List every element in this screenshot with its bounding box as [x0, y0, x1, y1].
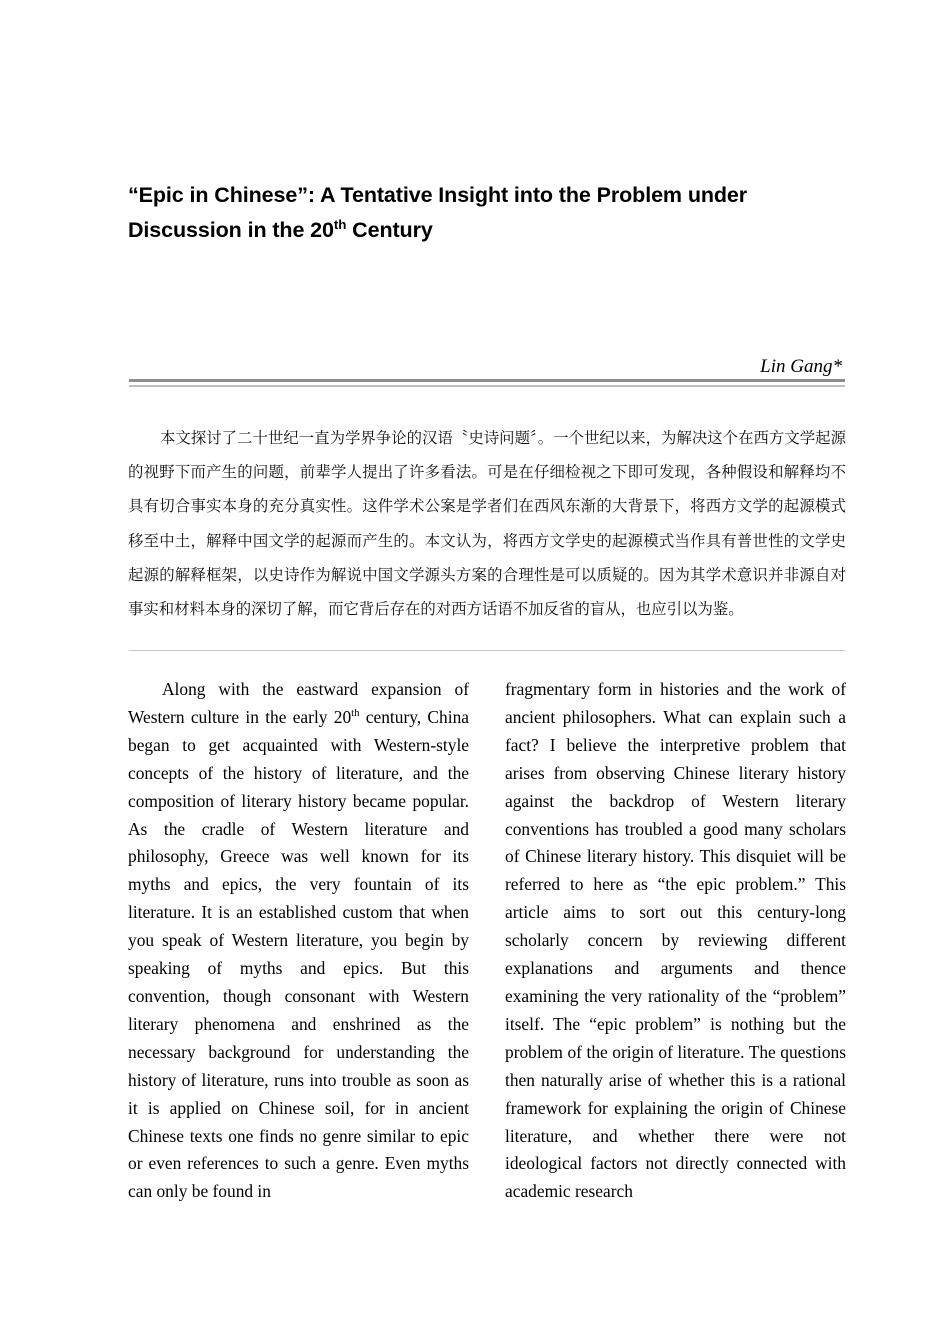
author-byline: Lin Gang* [760, 356, 842, 377]
paragraph: fragmentary form in histories and the work of ancient philosophers. What can explain such a fact? I believe the interpretive problem that arises from observing Chinese literary history against the backdrop of Western literary conventions has troubled a good many scholars of Chinese literary history. This disquiet will be referred to here as “the epic problem.” This article aims to sort out this century-long scholarly concern by reviewing different explanations and arguments and thence examining the very rationality of the “problem” itself. The “epic problem” is nothing but the problem of the origin of literature. The questions then naturally arise of whether this is a rational framework for explaining the origin of Chinese literature, and whether there were not ideological factors not directly connected with academic research [505, 679, 846, 1202]
abstract-chinese: 本文探讨了二十世纪一直为学界争论的汉语〝史诗问题〞。一个世纪以来，为解决这个在西方文学起源的视野下而产生的问题，前辈学人提出了许多看法。可是在仔细检视之下即可发现，各种假设和解释均不具有切合事实本身的充分真实性。这件学术公案是学者们在西风东渐的大背景下，将西方文学的起源模式移至中土，解释中国文学的起源而产生的。本文认为，将西方文学史的起源模式当作具有普世性的文学史起源的解释框架，以史诗作为解说中国文学源头方案的合理性是可以质疑的。因为其学术意识并非源自对事实和材料本身的深切了解，而它背后存在的对西方话语不加反省的盲从，也应引以为鉴。 [128, 429, 846, 619]
page-title-part-1: “Epic in Chinese”: A Tentative Insight into the Problem under Discussion in the 20 [128, 183, 748, 242]
paragraph [128, 676, 469, 1206]
header-rule-primary [129, 379, 845, 382]
abstract-divider-rule [129, 650, 845, 651]
body-columns [128, 676, 846, 1206]
title-block [128, 178, 818, 248]
body-column-left [128, 676, 469, 1206]
ordinal-suffix: th [351, 707, 360, 720]
paragraph-text-start: Along with the eastward expansion of Western culture in the early 20 [128, 679, 469, 727]
page-title-ordinal-suffix: th [333, 216, 347, 232]
paragraph-text-rest: century, China began to get acquainted with Western-style concepts of the history of literature, and the composition of literary history became popular. As the cradle of Western literature and philosophy, Greece was well known for its myths and epics, the very fountain of its literature. It is an established custom that when you speak of Western literature, you begin by speaking of myths and epics. But this convention, though consonant with Western literary phenomena and enshrined as the necessary background for understanding the history of literature, runs into trouble as soon as it is applied on Chinese soil, for in ancient Chinese texts one finds no genre similar to epic or even references to such a genre. Even myths can only be found in [128, 706, 469, 1202]
page-title-part-2: Century [346, 218, 433, 242]
header-rule-secondary [129, 385, 845, 387]
body-column-right [505, 676, 846, 1206]
page-title [128, 178, 818, 248]
